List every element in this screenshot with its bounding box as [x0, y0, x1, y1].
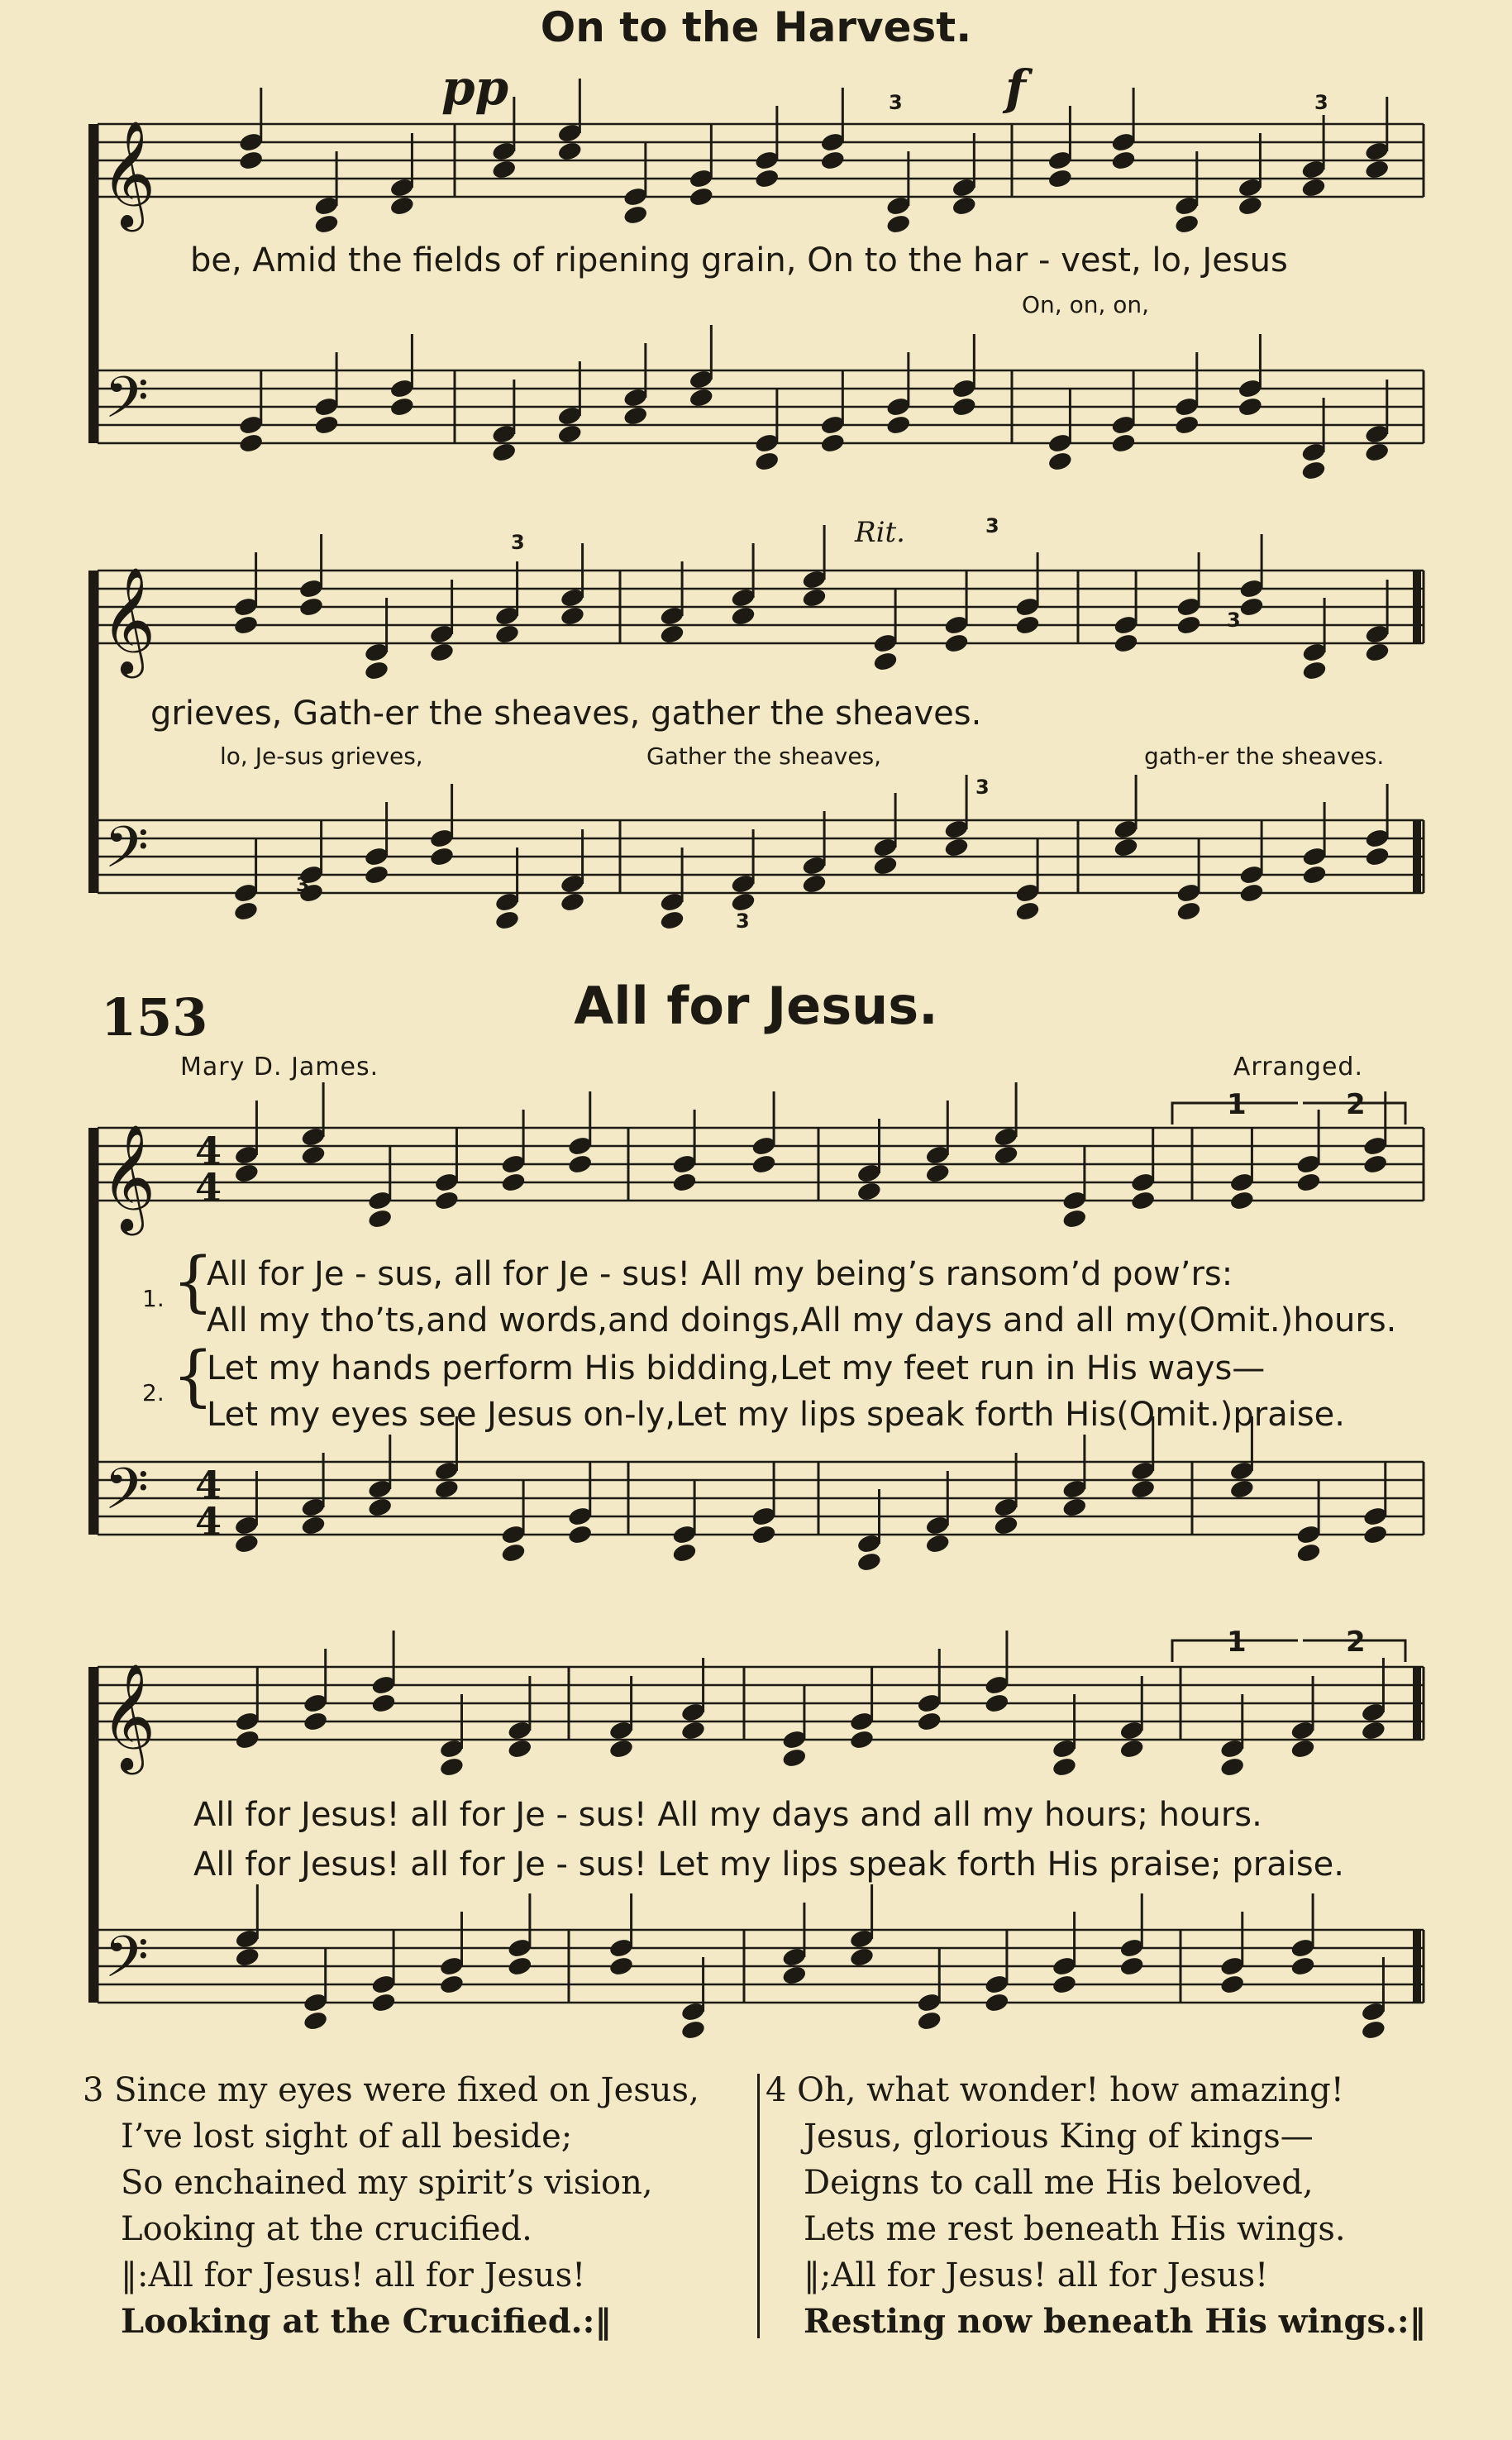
- stanza-number: 3: [83, 2071, 104, 2109]
- notehead: [872, 855, 899, 877]
- notehead: [429, 846, 456, 868]
- notehead: [801, 873, 828, 895]
- notehead: [856, 1181, 882, 1203]
- hymn-title-all-for-jesus: All for Jesus.: [574, 976, 938, 1036]
- notehead: [1174, 414, 1200, 437]
- notehead: [924, 1163, 951, 1185]
- notehead: [370, 1693, 397, 1715]
- notehead: [801, 587, 828, 609]
- treble-clef: 𝄞: [101, 1663, 156, 1770]
- notehead: [671, 1172, 698, 1194]
- treble-clef: 𝄞: [101, 120, 156, 227]
- notehead: [389, 396, 415, 418]
- notehead: [1228, 1478, 1255, 1501]
- notehead: [1364, 846, 1390, 868]
- stanza-line: Looking at the crucified.: [121, 2210, 532, 2248]
- notehead: [1130, 1478, 1157, 1501]
- notehead: [1113, 837, 1139, 859]
- notehead: [433, 1190, 460, 1212]
- notehead: [1360, 1720, 1386, 1742]
- first-ending-label: 1: [1227, 1626, 1247, 1659]
- notehead: [1362, 1524, 1389, 1546]
- notehead: [1110, 432, 1137, 455]
- notehead: [671, 1542, 698, 1564]
- stanza-line: Looking at the Crucified.:‖: [121, 2302, 612, 2341]
- notehead: [1118, 1955, 1145, 1978]
- notehead: [924, 1533, 951, 1555]
- lyric-line: grieves, Gath-er the sheaves, gather the sheaves.: [150, 695, 982, 733]
- second-ending-label: 2: [1346, 1088, 1366, 1121]
- stanza-line: I’ve lost sight of all beside;: [121, 2118, 573, 2156]
- bass-clef: 𝄢: [104, 814, 150, 895]
- verse-brace: {: [172, 1243, 214, 1320]
- bass-clef: 𝄢: [104, 364, 150, 445]
- notehead: [438, 1974, 465, 1996]
- hymn-title-on-to-the-harvest: On to the Harvest.: [540, 3, 972, 51]
- notehead: [234, 1729, 260, 1751]
- notehead: [781, 1747, 808, 1769]
- notehead: [303, 1711, 329, 1733]
- notehead: [233, 900, 260, 923]
- notehead: [622, 204, 649, 227]
- verse-label-2: 2.: [142, 1379, 165, 1406]
- notehead: [1237, 396, 1263, 418]
- stanza-4: [766, 2067, 1426, 2345]
- notehead: [849, 1729, 875, 1751]
- notehead: [429, 642, 456, 664]
- notehead: [1014, 614, 1041, 637]
- notehead: [491, 159, 518, 181]
- notehead: [1295, 1542, 1322, 1564]
- notehead: [364, 864, 390, 886]
- time-signature: 4: [195, 1499, 222, 1544]
- stanza-line: Deigns to call me His beloved,: [804, 2164, 1314, 2202]
- notehead: [751, 1524, 777, 1546]
- verse-label-1: 1.: [142, 1285, 165, 1312]
- notehead: [1052, 1756, 1078, 1779]
- treble-clef: 𝄞: [101, 1124, 156, 1231]
- notehead: [1237, 195, 1263, 217]
- stanza-3: [83, 2067, 699, 2345]
- notehead: [233, 614, 260, 637]
- notehead: [500, 1172, 527, 1194]
- notehead: [916, 1711, 942, 1733]
- notehead: [507, 1738, 533, 1760]
- notehead: [943, 633, 970, 655]
- notehead: [984, 1992, 1010, 2014]
- notehead: [1219, 1756, 1246, 1779]
- notehead: [688, 186, 714, 208]
- notehead: [1118, 1738, 1145, 1760]
- tuplet-figure: 3: [1227, 609, 1241, 632]
- notehead: [560, 605, 586, 628]
- notehead: [1047, 451, 1073, 473]
- stanza-line: So enchained my spirit’s vision,: [121, 2164, 653, 2202]
- notehead: [1061, 1497, 1088, 1519]
- notehead: [885, 213, 912, 236]
- notehead: [659, 910, 685, 932]
- stanza-number: 4: [766, 2071, 787, 2109]
- notehead: [300, 1144, 327, 1167]
- tuplet-figure: 3: [736, 910, 750, 933]
- notehead: [943, 837, 970, 859]
- author: Mary D. James.: [180, 1053, 379, 1082]
- notehead: [1301, 864, 1328, 886]
- notehead: [819, 432, 846, 455]
- stanza-line: Oh, what wonder! how amazing!: [797, 2071, 1344, 2109]
- notehead: [507, 1955, 533, 1978]
- notehead: [1052, 1974, 1078, 1996]
- tuplet-figure: 3: [296, 873, 310, 896]
- notehead: [1301, 660, 1328, 682]
- verse-2-line-2: Let my eyes see Jesus on-ly,Let my lips speak forth His(Omit.)praise.: [207, 1396, 1345, 1434]
- notehead: [556, 423, 583, 446]
- dynamic-f: f: [1005, 60, 1026, 116]
- notehead: [1364, 642, 1390, 664]
- notehead: [680, 2019, 707, 2041]
- notehead: [233, 1163, 260, 1185]
- notehead: [856, 1551, 882, 1573]
- notehead: [1362, 1153, 1389, 1176]
- notehead: [1238, 596, 1265, 618]
- notehead: [849, 1946, 875, 1969]
- time-signature: 4: [195, 1165, 222, 1210]
- notehead: [1290, 1738, 1316, 1760]
- notehead: [608, 1738, 635, 1760]
- notehead: [1176, 614, 1202, 637]
- stanza-line: ‖:All for Jesus! all for Jesus!: [121, 2256, 586, 2294]
- verse-1-line-1: All for Je - sus, all for Je - sus! All my being’s ransom’d pow’rs:: [207, 1255, 1233, 1293]
- second-ending-label: 2: [1346, 1626, 1366, 1659]
- notehead: [300, 1515, 327, 1537]
- notehead: [238, 432, 265, 455]
- notehead: [494, 910, 521, 932]
- stanza-line: Since my eyes were fixed on Jesus,: [114, 2071, 699, 2109]
- bass-clef: 𝄢: [104, 1455, 150, 1536]
- tuplet-figure: 3: [889, 91, 903, 114]
- verse-2-line-1: Let my hands perform His bidding,Let my feet run in His ways—: [207, 1349, 1266, 1387]
- notehead: [1219, 1974, 1246, 1996]
- notehead: [730, 605, 756, 628]
- notehead: [916, 2010, 942, 2032]
- notehead: [659, 623, 685, 646]
- notehead: [1290, 1955, 1316, 1978]
- refrain-line-1: All for Jesus! all for Je - sus! All my days and all my hours; hours.: [193, 1796, 1262, 1834]
- notehead: [1110, 150, 1137, 172]
- notehead: [1130, 1190, 1157, 1212]
- stanza-line: Lets me rest beneath His wings.: [804, 2210, 1346, 2248]
- notehead: [303, 2010, 329, 2032]
- notehead: [872, 651, 899, 673]
- notehead: [1047, 168, 1073, 190]
- echo-lyric: Gather the sheaves,: [646, 743, 882, 770]
- notehead: [754, 168, 780, 190]
- notehead: [438, 1756, 465, 1779]
- tuplet-figure: 3: [975, 776, 990, 799]
- notehead: [491, 442, 518, 464]
- tuplet-figure: 3: [511, 531, 525, 554]
- notehead: [608, 1955, 635, 1978]
- refrain-line-2: All for Jesus! all for Je - sus! Let my lips speak forth His praise; praise.: [193, 1846, 1344, 1884]
- bass-clef: 𝄢: [104, 1923, 150, 2004]
- notehead: [1174, 213, 1200, 236]
- notehead: [494, 623, 521, 646]
- notehead: [754, 451, 780, 473]
- notehead: [1176, 900, 1202, 923]
- notehead: [993, 1515, 1019, 1537]
- notehead: [370, 1992, 397, 2014]
- notehead: [984, 1693, 1010, 1715]
- notehead: [313, 414, 340, 437]
- verse-brace: {: [172, 1337, 214, 1414]
- time-signature: 4: [195, 1463, 222, 1507]
- echo-lyric: lo, Je-sus grieves,: [220, 743, 423, 770]
- notehead: [234, 1946, 260, 1969]
- tuplet-figure: 3: [1314, 91, 1328, 114]
- notehead: [567, 1153, 594, 1176]
- notehead: [556, 141, 583, 163]
- notehead: [1238, 882, 1265, 905]
- notehead: [819, 150, 846, 172]
- lyric-line: be, Amid the fields of ripening grain, On to the har - vest, lo, Jesus: [190, 241, 1288, 279]
- notehead: [433, 1478, 460, 1501]
- column-divider: [757, 2074, 760, 2338]
- notehead: [1300, 177, 1327, 199]
- notehead: [1295, 1172, 1322, 1194]
- stanza-line: ‖;All for Jesus! all for Jesus!: [804, 2256, 1269, 2294]
- notehead: [1014, 900, 1041, 923]
- notehead: [781, 1965, 808, 1987]
- treble-clef: 𝄞: [101, 566, 156, 674]
- ritardando-mark: Rit.: [855, 516, 905, 549]
- notehead: [1300, 460, 1327, 482]
- notehead: [1364, 442, 1390, 464]
- notehead: [367, 1497, 394, 1519]
- notehead: [622, 405, 649, 427]
- notehead: [364, 660, 390, 682]
- notehead: [233, 1533, 260, 1555]
- notehead: [680, 1720, 707, 1742]
- hymn-number: 153: [101, 987, 208, 1048]
- notehead: [298, 596, 325, 618]
- notehead: [885, 414, 912, 437]
- notehead: [1364, 159, 1390, 181]
- echo-lyric: On, on, on,: [1022, 291, 1150, 318]
- verse-1-line-2: All my tho’ts,and words,and doings,All my days and all my(Omit.)hours.: [207, 1301, 1397, 1339]
- notehead: [1228, 1190, 1255, 1212]
- notehead: [1061, 1208, 1088, 1230]
- tuplet-figure: 3: [985, 514, 999, 537]
- notehead: [500, 1542, 527, 1564]
- notehead: [567, 1524, 594, 1546]
- notehead: [1360, 2019, 1386, 2041]
- stanza-line: Resting now beneath His wings.:‖: [804, 2302, 1426, 2341]
- notehead: [688, 387, 714, 409]
- notehead: [993, 1144, 1019, 1167]
- stanza-line: Jesus, glorious King of kings—: [804, 2118, 1314, 2156]
- dynamic-pp: pp: [441, 60, 509, 116]
- notehead: [951, 195, 977, 217]
- notehead: [389, 195, 415, 217]
- notehead: [238, 150, 265, 172]
- notehead: [367, 1208, 394, 1230]
- arranger: Arranged.: [1233, 1053, 1363, 1082]
- notehead: [951, 396, 977, 418]
- notehead: [313, 213, 340, 236]
- notehead: [751, 1153, 777, 1176]
- time-signature: 4: [195, 1129, 222, 1173]
- echo-lyric: gath-er the sheaves.: [1144, 743, 1385, 770]
- notehead: [1113, 633, 1139, 655]
- first-ending-label: 1: [1227, 1088, 1247, 1121]
- notehead: [560, 891, 586, 914]
